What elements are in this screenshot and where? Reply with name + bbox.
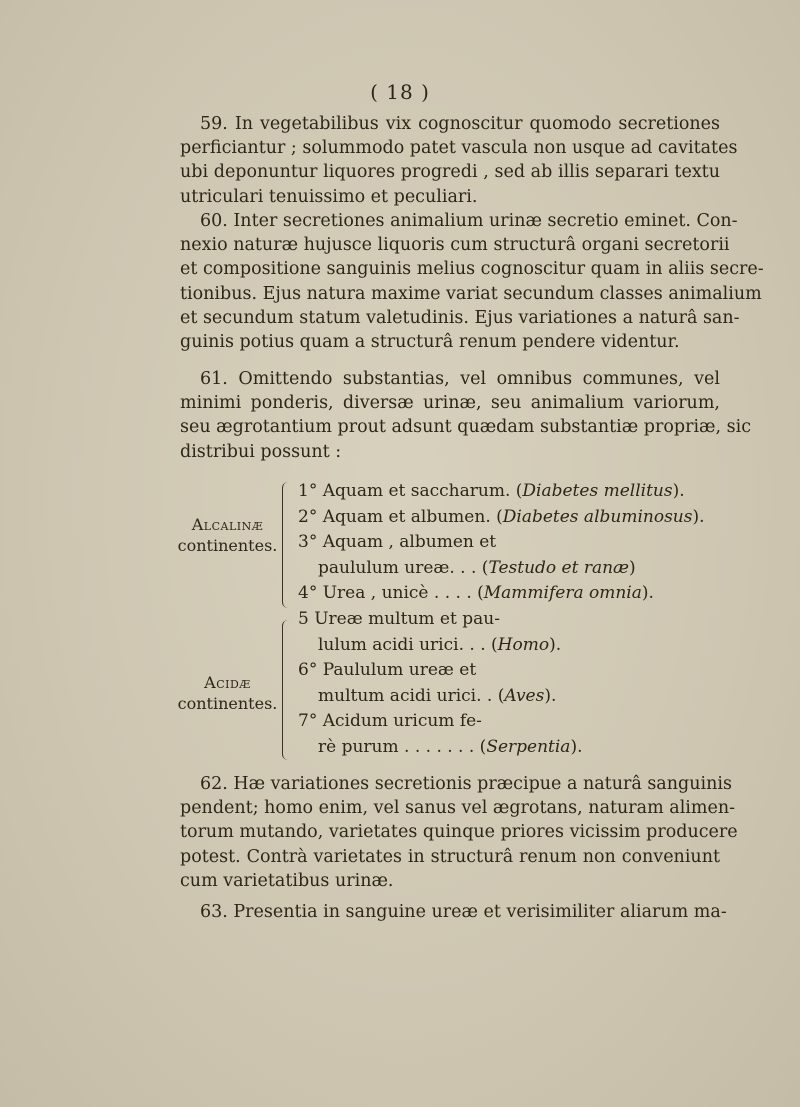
group-label-top: Alcalinæ (191, 515, 264, 534)
group-label-bottom: continentes. (177, 694, 278, 713)
acidae-label (170, 672, 285, 714)
text-line: et compositione sanguinis melius cognoscitur quam in aliis secre- (180, 259, 764, 280)
text-line: 59. In vegetabilibus vix cognoscitur quomodo secretiones (200, 114, 720, 134)
text-line: 60. Inter secretiones animalium urinæ secretio eminet. Con- (200, 211, 738, 231)
text-line: minimi ponderis, diversæ urinæ, seu animalium variorum, (180, 393, 720, 414)
list-item: 2° Aquam et albumen. (Diabetes albuminosus). (298, 506, 705, 527)
acidae-list (298, 607, 583, 760)
list-item: 6° Paululum ureæ et (298, 660, 477, 680)
text-line: torum mutando, varietates quinque priores vicissim producere (180, 822, 738, 843)
group-label-top: Acidæ (204, 673, 251, 692)
text-line: potest. Contrà varietates in structurâ renum non conveniunt (180, 846, 720, 867)
list-item: multum acidi urici. . (Aves). (318, 685, 557, 706)
paragraph-63 (180, 900, 727, 924)
list-item: lulum acidi urici. . . (Homo). (318, 634, 562, 655)
list-item: 1° Aquam et saccharum. (Diabetes mellitus). (298, 481, 685, 501)
paragraph-60 (180, 209, 764, 354)
acidae-brace (282, 620, 291, 760)
text-line: ubi deponuntur liquores progredi , sed ab illis separari textu (180, 162, 720, 183)
list-item: 5 Ureæ multum et pau- (298, 609, 500, 629)
paragraph-61 (180, 367, 751, 464)
text-line: nexio naturæ hujusce liquoris cum structurâ organi secretorii (180, 235, 730, 256)
text-line: 62. Hæ variationes secretionis præcipue a naturâ sanguinis (200, 774, 732, 794)
list-item: 7° Acidum uricum fe- (298, 711, 482, 731)
text-line: 61. Omittendo substantias, vel omnibus communes, vel (200, 369, 720, 389)
page-number: ( 18 ) (370, 80, 430, 104)
alcalinae-label (170, 514, 285, 556)
text-line: pendent; homo enim, vel sanus vel ægrotans, naturam alimen- (180, 798, 736, 819)
text-line: perficiantur ; solummodo patet vascula non usque ad cavitates (180, 138, 738, 159)
paragraph-62 (180, 772, 738, 893)
text-line: 63. Presentia in sanguine ureæ et verisimiliter aliarum ma- (200, 902, 727, 922)
list-item: 4° Urea , unicè . . . . (Mammifera omnia). (298, 583, 654, 603)
alcalinae-list (298, 479, 705, 607)
list-item: paululum ureæ. . . (Testudo et ranæ) (318, 557, 636, 578)
text-line: et secundum statum valetudinis. Ejus variationes a naturâ san- (180, 307, 740, 328)
text-line: utriculari tenuissimo et peculiari. (180, 186, 478, 207)
group-label-bottom: continentes. (177, 536, 278, 555)
alcalinae-brace (282, 482, 291, 608)
text-line: seu ægrotantium prout adsunt quædam substantiæ propriæ, sic (180, 417, 751, 438)
text-line: guinis potius quam a structurâ renum pendere videntur. (180, 332, 680, 353)
list-item: 3° Aquam , albumen et (298, 532, 497, 552)
text-line: distribui possunt : (180, 441, 342, 462)
list-item: rè purum . . . . . . . (Serpentia). (318, 736, 583, 757)
text-line: cum varietatibus urinæ. (180, 870, 394, 891)
text-line: tionibus. Ejus natura maxime variat secundum classes animalium (180, 283, 762, 304)
paragraph-59 (180, 112, 738, 209)
